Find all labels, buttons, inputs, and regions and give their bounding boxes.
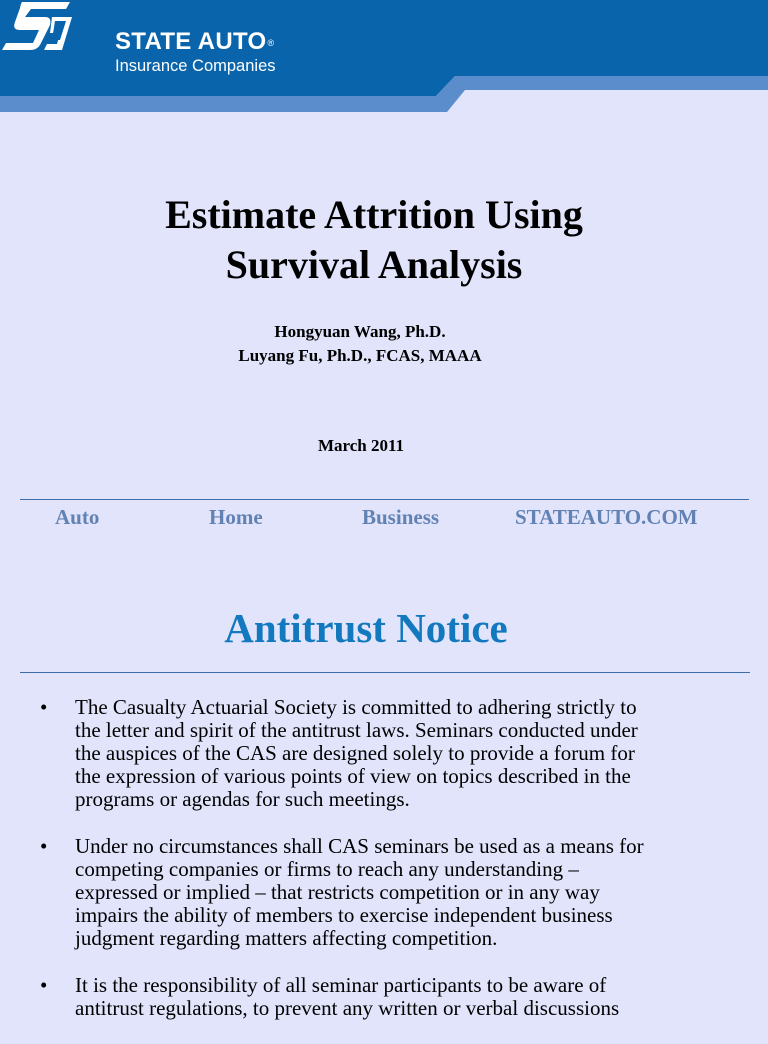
notice-bullet-1 <box>40 696 740 811</box>
nav-top-divider <box>20 499 749 500</box>
presentation-date: March 2011 <box>317 436 405 455</box>
nav-link-business[interactable]: Business <box>362 505 440 529</box>
brand-name: STATE AUTO <box>115 28 267 55</box>
bullet-1-line-4: the expression of various points of view on topics described in the <box>75 764 631 788</box>
registered-mark: ® <box>267 38 275 48</box>
presentation-title <box>0 190 748 290</box>
notice-bullet-3 <box>40 974 740 1020</box>
state-auto-logo-icon <box>0 0 74 52</box>
brand-wordmark <box>115 29 276 76</box>
notice-divider <box>20 672 750 673</box>
bullet-3-line-2: antitrust regulations, to prevent any written or verbal discussions <box>75 996 620 1020</box>
bullet-3-line-1: It is the responsibility of all seminar participants to be aware of <box>75 973 607 997</box>
author-2: Luyang Fu, Ph.D., FCAS, MAAA <box>238 346 482 365</box>
nav-link-auto[interactable]: Auto <box>55 505 100 529</box>
author-1: Hongyuan Wang, Ph.D. <box>274 322 446 341</box>
bullet-2-line-5: judgment regarding matters affecting competition. <box>75 926 498 950</box>
bullet-1-line-1: The Casualty Actuarial Society is committed to adhering strictly to <box>75 695 637 719</box>
footer-nav <box>0 505 768 535</box>
bullet-marker: • <box>40 834 48 858</box>
notice-heading: Antitrust Notice <box>224 605 508 651</box>
bullet-marker: • <box>40 973 48 997</box>
bullet-1-line-5: programs or agendas for such meetings. <box>75 787 410 811</box>
title-line-1: Estimate Attrition Using <box>165 192 583 237</box>
bullet-2-line-2: competing companies or firms to reach any understanding – <box>75 857 579 881</box>
bullet-1-line-3: the auspices of the CAS are designed solely to provide a forum for <box>75 741 635 765</box>
bullet-2-line-1: Under no circumstances shall CAS seminars be used as a means for <box>75 834 644 858</box>
notice-bullet-2 <box>40 835 740 950</box>
authors-block <box>0 320 720 368</box>
nav-link-stateauto-com[interactable]: STATEAUTO.COM <box>515 505 698 529</box>
bullet-marker: • <box>40 695 48 719</box>
bullet-2-line-3: expressed or implied – that restricts competition or in any way <box>75 880 600 904</box>
bullet-2-line-4: impairs the ability of members to exercise independent business <box>75 903 613 927</box>
bullet-1-line-2: the letter and spirit of the antitrust laws. Seminars conducted under <box>75 718 638 742</box>
nav-link-home[interactable]: Home <box>209 505 263 529</box>
notice-bullet-list <box>40 696 740 1044</box>
header-banner <box>0 0 768 125</box>
title-line-2: Survival Analysis <box>225 242 523 287</box>
brand-subtitle: Insurance Companies <box>115 57 276 75</box>
